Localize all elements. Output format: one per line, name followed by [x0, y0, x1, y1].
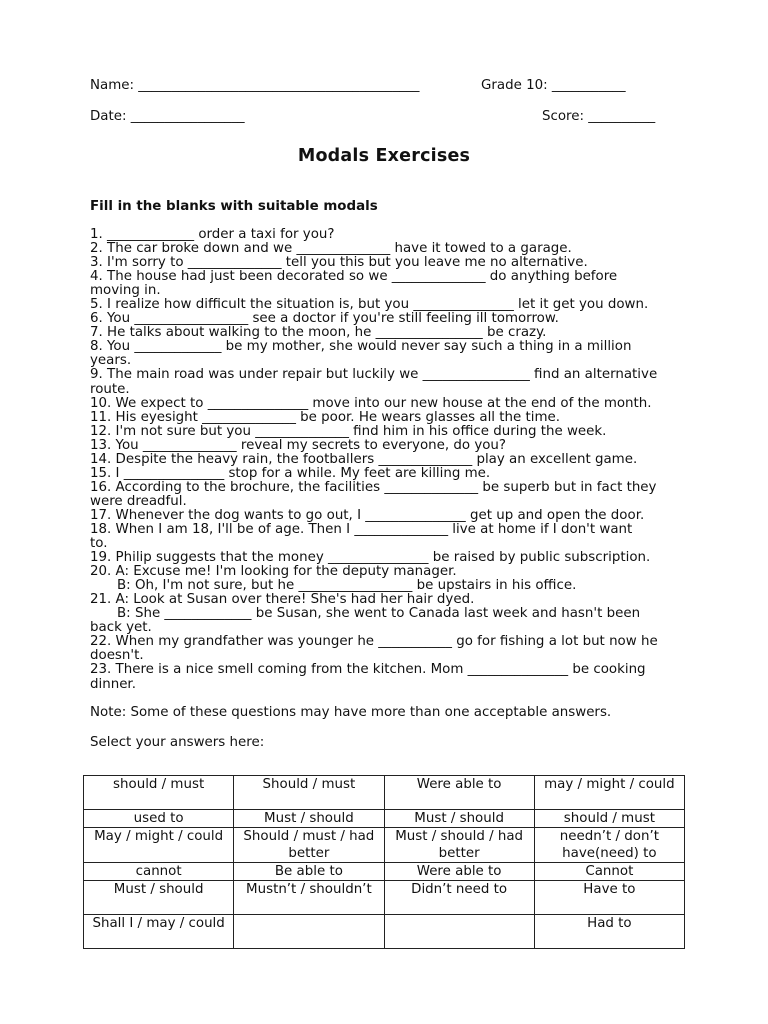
- question-line: 16. According to the brochure, the facilities ______________ be superb but in fact they: [90, 479, 657, 495]
- answer-cell: [384, 915, 534, 949]
- question-line: to.: [90, 536, 108, 552]
- answer-cell: Have to: [534, 881, 684, 915]
- question-line: back yet.: [90, 620, 152, 636]
- question-line: years.: [90, 353, 132, 369]
- answer-cell: Be able to: [234, 863, 384, 881]
- answer-cell: Didn’t need to: [384, 881, 534, 915]
- question-line: 13. You ______________ reveal my secrets to everyone, do you?: [90, 437, 507, 453]
- answer-cell: Cannot: [534, 863, 684, 881]
- question-line: B: Oh, I'm not sure, but he _________________ be upstairs in his office.: [117, 578, 577, 594]
- table-row: [84, 776, 685, 810]
- answer-cell: Shall I / may / could: [84, 915, 234, 949]
- table-row: [84, 881, 685, 915]
- score-field: Score: __________: [542, 109, 656, 124]
- answer-cell: cannot: [84, 863, 234, 881]
- question-line: 22. When my grandfather was younger he ___________ go for fishing a lot but now he: [90, 634, 658, 650]
- question-line: 3. I'm sorry to ______________ tell you this but you leave me no alternative.: [90, 255, 588, 271]
- question-line: 14. Despite the heavy rain, the footballers ______________ play an excellent game.: [90, 451, 638, 467]
- answers-table: [83, 775, 685, 949]
- date-field: Date: _________________: [90, 109, 245, 124]
- question-line: 10. We expect to _______________ move into our new house at the end of the month.: [90, 395, 652, 411]
- answer-cell: should / must: [84, 776, 234, 810]
- question-line: 21. A: Look at Susan over there! She's had her hair dyed.: [90, 592, 475, 608]
- answer-cell: Should / must / had better: [234, 828, 384, 863]
- question-line: 9. The main road was under repair but luckily we ________________ find an alternative: [90, 367, 658, 383]
- question-line: moving in.: [90, 283, 161, 299]
- table-row: [84, 828, 685, 863]
- question-line: 11. His eyesight ______________ be poor. He wears glasses all the time.: [90, 409, 561, 425]
- question-line: 6. You _________________ see a doctor if you're still feeling ill tomorrow.: [90, 311, 559, 327]
- answer-cell: Must / should: [234, 810, 384, 828]
- answer-cell: Must / should: [384, 810, 534, 828]
- question-line: 1. _____________ order a taxi for you?: [90, 227, 335, 242]
- table-row: [84, 810, 685, 828]
- answer-cell: Must / should / had better: [384, 828, 534, 863]
- question-line: 4. The house had just been decorated so we ______________ do anything before: [90, 269, 618, 285]
- table-row: [84, 915, 685, 949]
- question-line: were dreadful.: [90, 493, 187, 509]
- answer-cell: [234, 915, 384, 949]
- name-field: Name: __________________________________________: [90, 78, 420, 93]
- question-line: 8. You _____________ be my mother, she would never say such a thing in a million: [90, 339, 632, 355]
- question-line: 7. He talks about walking to the moon, he ________________ be crazy.: [90, 325, 547, 341]
- answer-cell: may / might / could: [534, 776, 684, 810]
- answer-cell: Were able to: [384, 863, 534, 881]
- question-line: 19. Philip suggests that the money _______________ be raised by public subscription.: [90, 550, 651, 566]
- table-row: [84, 863, 685, 881]
- question-line: 18. When I am 18, I'll be of age. Then I ______________ live at home if I don't want: [90, 521, 633, 537]
- question-line: 15. I _______________ stop for a while. My feet are killing me.: [90, 465, 491, 481]
- answer-cell: Must / should: [84, 881, 234, 915]
- question-line: B: She _____________ be Susan, she went to Canada last week and hasn't been: [117, 606, 641, 622]
- answer-cell: Were able to: [384, 776, 534, 810]
- question-line: 17. Whenever the dog wants to go out, I _______________ get up and open the door.: [90, 507, 645, 523]
- answer-cell: Had to: [534, 915, 684, 949]
- question-line: 12. I'm not sure but you ______________ find him in his office during the week.: [90, 423, 607, 439]
- question-list: [90, 228, 685, 692]
- answer-cell: Should / must: [234, 776, 384, 810]
- question-line: 23. There is a nice smell coming from the kitchen. Mom _______________ be cooking: [90, 662, 646, 678]
- question-line: dinner.: [90, 676, 136, 692]
- answer-cell: May / might / could: [84, 828, 234, 863]
- note-text: Note: Some of these questions may have more than one acceptable answers.: [90, 705, 612, 720]
- select-label: Select your answers here:: [90, 735, 265, 750]
- question-line: 5. I realize how difficult the situation is, but you _______________ let it get you down.: [90, 297, 649, 313]
- instruction-heading: Fill in the blanks with suitable modals: [90, 199, 378, 214]
- question-line: doesn't.: [90, 648, 144, 664]
- answer-cell: used to: [84, 810, 234, 828]
- grade-field: Grade 10: ___________: [481, 78, 626, 93]
- answer-cell: needn’t / don’t have(need) to: [534, 828, 684, 863]
- question-line: 2. The car broke down and we ______________ have it towed to a garage.: [90, 241, 572, 257]
- question-line: route.: [90, 381, 130, 397]
- answer-cell: should / must: [534, 810, 684, 828]
- question-line: 20. A: Excuse me! I'm looking for the deputy manager.: [90, 564, 457, 580]
- page-title: Modals Exercises: [297, 146, 471, 166]
- answer-cell: Mustn’t / shouldn’t: [234, 881, 384, 915]
